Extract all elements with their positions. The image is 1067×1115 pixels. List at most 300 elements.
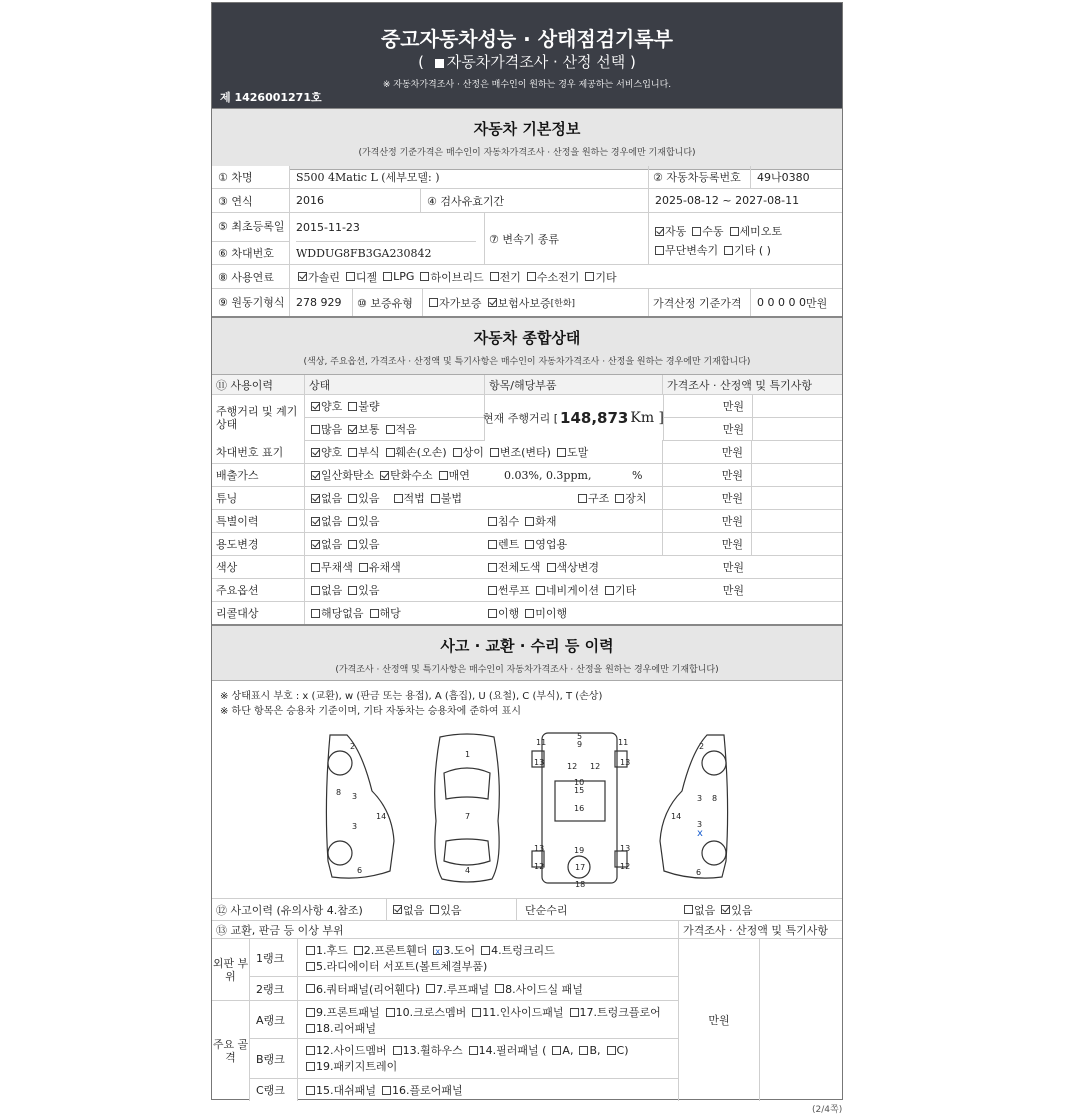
checkbox-tuning-illegal[interactable] <box>431 494 440 503</box>
checkbox-manual[interactable] <box>692 227 701 236</box>
part-front-panel: 9.프론트패널 <box>316 1006 380 1019</box>
basic-info-section-header <box>212 108 842 170</box>
opt-purpose-none: 없음 <box>321 538 343 551</box>
row-rankC <box>250 1079 678 1101</box>
dnum-6-right: 6 <box>696 868 702 877</box>
parts-price-unit: 만원 <box>678 939 760 1101</box>
opt-mileage-good: 양호 <box>321 400 343 413</box>
checkbox-acc-none[interactable] <box>393 905 402 914</box>
checkbox-floor-panel[interactable] <box>382 1086 391 1095</box>
dnum-2-right: 2 <box>699 742 705 751</box>
opt-diesel: 디젤 <box>355 270 378 284</box>
part-radiator-support: 5.라디에이터 서포트(볼트체결부품) <box>316 960 488 973</box>
checkbox-quarter[interactable] <box>306 984 315 993</box>
opt-tuning-illegal: 불법 <box>440 492 463 505</box>
dnum-10: 10 <box>574 778 585 787</box>
wheel-rear-left <box>328 841 352 865</box>
checkbox-insurer-warranty[interactable] <box>488 298 497 307</box>
checkbox-trans-other[interactable] <box>724 246 733 255</box>
checkbox-side-member[interactable] <box>306 1046 315 1055</box>
inspection-record-sheet <box>211 2 843 1100</box>
opt-lpg: LPG <box>393 270 415 283</box>
year-value: 2016 <box>296 194 324 207</box>
checkbox-repair-none[interactable] <box>684 905 693 914</box>
row-engine <box>212 289 842 317</box>
checkbox-pillar-c[interactable] <box>607 1046 616 1055</box>
checkbox-fuel-other[interactable] <box>585 272 594 281</box>
rankA-line1 <box>300 1005 661 1021</box>
checkbox-auto[interactable] <box>655 227 664 236</box>
opt-mileage-few: 적음 <box>395 423 417 436</box>
checkbox-mileage-many[interactable] <box>311 425 320 434</box>
opt-commercial: 영업용 <box>535 538 568 551</box>
dnum-14-left: 14 <box>376 812 387 821</box>
parts-price-label: 가격조사 · 산정액 및 특기사항 <box>678 921 842 938</box>
current-mileage <box>482 395 665 441</box>
pillar-a: A, <box>562 1044 574 1057</box>
checkbox-price-service[interactable] <box>435 59 444 68</box>
h-item: 항목/해당부품 <box>484 375 662 394</box>
dnum-12-fl: 12 <box>567 762 578 771</box>
dnum-13-fl: 13 <box>534 758 545 767</box>
purpose-opts <box>304 533 484 555</box>
standard-note: ※ 하단 항목은 승용차 기준이며, 기타 자동차는 승용차에 준하여 표시 <box>220 706 521 717</box>
checkbox-hydrogen[interactable] <box>527 272 536 281</box>
h-state: 상태 <box>304 375 484 394</box>
vin-mark-opts <box>304 441 662 463</box>
checkbox-vin-damage[interactable] <box>386 448 395 457</box>
part-side-sill: 8.사이드실 패널 <box>505 982 583 996</box>
opt-chromatic: 유채색 <box>368 561 401 574</box>
year-label: ③ 연식 <box>212 189 290 212</box>
checkbox-chromatic[interactable] <box>359 563 368 572</box>
checkbox-front-panel[interactable] <box>306 1008 315 1017</box>
dnum-8-right: 8 <box>712 794 718 803</box>
first-reg-value: 2015-11-23 <box>296 220 360 234</box>
checkbox-hood[interactable] <box>306 946 315 955</box>
unit-tuning: 만원 <box>662 487 752 509</box>
status-section-header <box>212 317 842 375</box>
door-exchange-mark: x <box>697 828 703 839</box>
status-table-header <box>212 375 842 395</box>
emission-values: 0.03%, 0.3ppm, <box>504 468 592 482</box>
wheel-front-right <box>702 751 726 775</box>
opt-vin-diff: 상이 <box>462 446 484 459</box>
checkbox-mileage-bad[interactable] <box>348 402 357 411</box>
rank1-line2 <box>300 959 555 975</box>
checkbox-semi[interactable] <box>730 227 739 236</box>
emission-label: 배출가스 <box>216 469 259 482</box>
emission-pct: % <box>632 468 643 482</box>
color-label: 색상 <box>216 561 238 574</box>
rankB-label: B랭크 <box>250 1039 298 1078</box>
recall-label: 리콜대상 <box>216 607 259 620</box>
dnum-12-fr: 12 <box>590 762 601 771</box>
checkbox-rear-panel[interactable] <box>306 1024 315 1033</box>
checkbox-purpose-none[interactable] <box>311 540 320 549</box>
wheel-rear-right <box>702 841 726 865</box>
rankA-label: A랭크 <box>250 1001 298 1038</box>
opt-vin-rust: 부식 <box>358 446 380 459</box>
unit-color: 만원 <box>722 561 744 574</box>
service-note: ※ 자동차가격조사 · 산정은 매수인이 원하는 경우 제공하는 서비스입니다. <box>382 80 672 90</box>
row-tuning <box>212 487 842 510</box>
rankB-items <box>300 1043 628 1075</box>
reg-no-value: 49나0380 <box>750 166 842 188</box>
checkbox-special-none[interactable] <box>311 517 320 526</box>
reg-no-label: ② 자동차등록번호 <box>648 166 750 188</box>
acc-label: ⑫ 사고이력 (유의사항 4.참조) <box>216 903 363 917</box>
special-label: 특별이력 <box>216 515 259 528</box>
opt-mileage-many: 많음 <box>321 423 343 436</box>
row-rank2 <box>250 977 678 1001</box>
dnum-5: 5 <box>577 732 583 741</box>
vin-value: WDDUG8FB3GA230842 <box>296 241 476 264</box>
checkbox-commercial[interactable] <box>525 540 534 549</box>
rank1-line1 <box>300 943 555 959</box>
dnum-11-right: 11 <box>618 738 629 747</box>
checkbox-cvt[interactable] <box>655 246 664 255</box>
opt-recall-done: 이행 <box>498 607 520 620</box>
checkbox-front-fender[interactable] <box>354 946 363 955</box>
checkbox-recall-yes[interactable] <box>370 609 379 618</box>
price-label: 가격산정 기준가격 <box>648 289 750 316</box>
checkbox-tuning-yes[interactable] <box>348 494 357 503</box>
checkbox-vin-alter[interactable] <box>490 448 499 457</box>
dnum-18: 18 <box>575 880 586 889</box>
opt-sunroof: 썬루프 <box>498 584 530 597</box>
part-floor-panel: 16.플로어패널 <box>392 1084 463 1097</box>
unit-mileage-2: 만원 <box>663 418 753 440</box>
checkbox-self-warranty[interactable] <box>429 298 438 307</box>
wheel-front-left <box>328 751 352 775</box>
dnum-3-right: 3 <box>697 794 703 803</box>
opt-mileage-bad: 불량 <box>358 400 380 413</box>
checkbox-option-yes[interactable] <box>348 586 357 595</box>
repair-label: 단순수리 <box>516 899 678 920</box>
trans-options <box>648 213 842 265</box>
checkbox-vin-paint[interactable] <box>557 448 566 457</box>
dnum-13-fr: 13 <box>620 758 631 767</box>
checkbox-recall-done[interactable] <box>488 609 497 618</box>
opt-fire: 화재 <box>535 515 557 528</box>
opt-hydrogen: 수소전기 <box>536 270 580 284</box>
opt-special-yes: 있음 <box>358 515 380 528</box>
car-left-side <box>326 735 394 878</box>
special-opts <box>304 510 484 532</box>
checkbox-package-tray[interactable] <box>306 1062 315 1071</box>
option-opts <box>304 579 484 601</box>
opt-recall-not-done: 미이행 <box>535 607 568 620</box>
opt-semi: 세미오토 <box>739 225 783 238</box>
color-opts-2 <box>482 556 662 578</box>
checkbox-vin-rust[interactable] <box>348 448 357 457</box>
car-right-side <box>660 735 728 878</box>
fuel-options <box>292 265 832 288</box>
dnum-13-rr: 13 <box>620 844 631 853</box>
row-rankA <box>250 1001 678 1039</box>
acc-opts <box>386 899 516 920</box>
price-value <box>750 289 842 316</box>
unit-vin-mark: 만원 <box>662 441 752 463</box>
opt-vin-damage: 훼손(오손) <box>395 446 447 459</box>
opt-auto: 자동 <box>665 225 687 238</box>
opt-vin-alter: 변조(변타) <box>499 446 551 459</box>
opt-option-other: 기타 <box>615 584 637 597</box>
dnum-3-left-a: 3 <box>352 792 358 801</box>
checkbox-tuning-structure[interactable] <box>578 494 587 503</box>
checkbox-lpg[interactable] <box>383 272 392 281</box>
accident-title: 사고 · 교환 · 수리 등 이력 <box>440 637 614 655</box>
accident-section-header <box>212 625 842 681</box>
opt-full-paint: 전체도색 <box>498 561 541 574</box>
opt-trans-other: 기타 ( ) <box>734 244 771 257</box>
part-roof: 7.루프패널 <box>436 982 490 996</box>
opt-vin-good: 양호 <box>321 446 343 459</box>
windshield <box>444 768 490 799</box>
checkbox-co[interactable] <box>311 471 320 480</box>
trans-label: ⑦ 변속기 종류 <box>484 213 648 265</box>
opt-rent: 렌트 <box>498 538 520 551</box>
rank1-items <box>300 943 555 975</box>
checkbox-side-sill[interactable] <box>495 984 504 993</box>
car-name-value: S500 4Matic L (세부모델: ) <box>296 171 440 184</box>
rank1-label: 1랭크 <box>250 939 298 976</box>
dnum-1: 1 <box>465 750 471 759</box>
checkbox-repair-yes[interactable] <box>721 905 730 914</box>
dnum-8-left: 8 <box>336 788 342 797</box>
recall-opts <box>304 602 484 624</box>
warranty-label: ⑩ 보증유형 <box>352 289 422 316</box>
checkbox-tuning-device[interactable] <box>615 494 624 503</box>
checkbox-tuning-legal[interactable] <box>394 494 403 503</box>
checkbox-mileage-good[interactable] <box>311 402 320 411</box>
checkbox-flood[interactable] <box>488 517 497 526</box>
row-emission <box>212 464 842 487</box>
row-rankB <box>250 1039 678 1079</box>
row-car-name <box>212 166 842 189</box>
unit-mileage-1: 만원 <box>663 395 753 417</box>
h-use: ⑪ 사용이력 <box>216 378 274 392</box>
opt-repair-yes: 있음 <box>731 903 753 917</box>
checkbox-trunk-floor[interactable] <box>570 1008 579 1017</box>
dnum-16: 16 <box>574 804 585 813</box>
dnum-13-rl: 13 <box>534 844 545 853</box>
checkbox-diesel[interactable] <box>346 272 355 281</box>
trans-options-line1 <box>649 223 842 239</box>
checkbox-mileage-normal[interactable] <box>348 425 357 434</box>
engine-label: ⑨ 원동기형식 <box>212 289 290 316</box>
opt-tuning-none: 없음 <box>321 492 343 505</box>
part-inside-panel: 11.인사이드패널 <box>482 1006 564 1019</box>
opt-tuning-device: 장치 <box>625 492 647 505</box>
rear-window <box>444 839 490 865</box>
opt-purpose-yes: 있음 <box>358 538 380 551</box>
opt-mileage-normal: 보통 <box>358 423 380 436</box>
fuel-label: ⑧ 사용연료 <box>212 265 290 288</box>
checkbox-hc[interactable] <box>380 471 389 480</box>
row-vin-mark <box>212 441 842 464</box>
opt-fuel-other: 기타 <box>595 270 617 284</box>
warranty-note: [한화] <box>550 299 576 309</box>
status-title: 자동차 종합상태 <box>473 329 581 347</box>
dnum-9: 9 <box>577 740 583 749</box>
checkbox-special-yes[interactable] <box>348 517 357 526</box>
rank2-items <box>300 977 583 1000</box>
checkbox-recall-not-done[interactable] <box>525 609 534 618</box>
legend-note: ※ 상태표시 부호 : x (교환), w (판금 또는 용접), A (흠집), U (요철), C (부식), T (손상) <box>220 691 603 702</box>
pillar-c: C <box>616 1044 625 1057</box>
pillar-b: B, <box>589 1044 601 1057</box>
rank2-label: 2랭크 <box>250 977 298 1000</box>
opt-tuning-legal: 적법 <box>403 492 425 505</box>
opt-electric: 전기 <box>499 270 521 284</box>
checkbox-trunk-lid[interactable] <box>481 946 490 955</box>
checkbox-rent[interactable] <box>488 540 497 549</box>
inspect-value: 2025-08-12 ~ 2027-08-11 <box>648 189 842 212</box>
warranty-options <box>422 289 648 316</box>
checkbox-smoke[interactable] <box>439 471 448 480</box>
dnum-12-rr: 12 <box>620 862 631 871</box>
basic-info-title: 자동차 기본정보 <box>473 120 581 138</box>
checkbox-roof[interactable] <box>426 984 435 993</box>
purpose-label: 용도변경 <box>216 538 259 551</box>
car-name-label: ① 차명 <box>212 166 290 188</box>
opt-co: 일산화탄소 <box>321 469 375 482</box>
checkbox-pillar[interactable] <box>469 1046 478 1055</box>
part-trunk-lid: 4.트렁크리드 <box>491 944 555 957</box>
checkbox-pillar-a[interactable] <box>552 1046 561 1055</box>
checkbox-acc-yes[interactable] <box>430 905 439 914</box>
unit-purpose: 만원 <box>662 533 752 555</box>
dnum-6-left: 6 <box>357 866 363 875</box>
checkbox-radiator[interactable] <box>306 962 315 971</box>
opt-option-yes: 있음 <box>358 584 380 597</box>
inspect-label: ④ 검사유효기간 <box>420 189 648 212</box>
vin-label: ⑥ 차대번호 <box>212 241 290 264</box>
checkbox-tuning-none[interactable] <box>311 494 320 503</box>
dnum-14-right: 14 <box>671 812 682 821</box>
mileage-label: 주행거리 및 계기상태 <box>216 405 298 431</box>
option-label: 주요옵션 <box>216 584 259 597</box>
price-service-option: ( 자동차가격조사 · 산정 선택 ) <box>418 53 636 71</box>
outer-label: 외판 부위 <box>212 939 250 1001</box>
checkbox-full-paint[interactable] <box>488 563 497 572</box>
checkbox-wheel-house[interactable] <box>393 1046 402 1055</box>
vin-mark-label: 차대번호 표기 <box>216 446 284 459</box>
dnum-3-right-b: 3 <box>697 820 703 829</box>
checkbox-achromatic[interactable] <box>311 563 320 572</box>
price-unit: 만원 <box>805 296 828 310</box>
checkbox-vin-diff[interactable] <box>453 448 462 457</box>
checkbox-mileage-few[interactable] <box>386 425 395 434</box>
row-parts-header <box>212 921 842 939</box>
checkbox-electric[interactable] <box>490 272 499 281</box>
mileage-opts-1 <box>305 395 380 417</box>
opt-color-change: 색상변경 <box>556 561 600 574</box>
checkbox-inside-panel[interactable] <box>472 1008 481 1017</box>
part-wheel-house: 13.휠하우스 <box>402 1044 463 1057</box>
part-door: 3.도어 <box>443 944 476 957</box>
tuning-opts-2 <box>572 487 662 509</box>
opt-tuning-structure: 구조 <box>588 492 610 505</box>
checkbox-pillar-b[interactable] <box>579 1046 588 1055</box>
rankB-line2 <box>300 1059 628 1075</box>
price-service-label: 자동차가격조사 · 산정 선택 <box>446 53 626 71</box>
trans-options-line2 <box>649 242 842 258</box>
opt-recall-none: 해당없음 <box>321 607 364 620</box>
checkbox-cross-member[interactable] <box>386 1008 395 1017</box>
dnum-4: 4 <box>465 866 471 875</box>
opt-navigation: 네비게이션 <box>545 584 600 597</box>
mileage-text: 현재 주행거리 [ <box>482 412 559 425</box>
part-side-member: 12.사이드멤버 <box>316 1044 387 1057</box>
opt-option-none: 없음 <box>321 584 343 597</box>
opt-self-warranty: 자가보증 <box>439 296 482 310</box>
price-digits: 0 0 0 0 0 <box>757 296 806 309</box>
basic-info-subtitle: (가격산정 기준가격은 매수인이 자동차가격조사 · 산정을 원하는 경우에만 기재합니다) <box>358 148 696 158</box>
part-front-fender: 2.프론트휀더 <box>363 944 428 957</box>
color-opts <box>304 556 484 578</box>
checkbox-sunroof[interactable] <box>488 586 497 595</box>
row-color <box>212 556 842 579</box>
dnum-11-left: 11 <box>536 738 547 747</box>
opt-hybrid: 하이브리드 <box>430 270 484 284</box>
special-opts-2 <box>482 510 662 532</box>
opt-smoke: 매연 <box>448 469 470 482</box>
checkbox-recall-none[interactable] <box>311 609 320 618</box>
part-quarter: 6.쿼터패널(리어휀다) <box>316 982 421 996</box>
rankC-label: C랭크 <box>250 1079 298 1101</box>
opt-acc-none: 없음 <box>403 903 425 917</box>
document-header <box>212 3 842 108</box>
opt-tuning-yes: 있음 <box>358 492 380 505</box>
dnum-15: 15 <box>574 786 585 795</box>
opt-manual: 수동 <box>702 225 724 238</box>
unit-special: 만원 <box>662 510 752 532</box>
checkbox-door[interactable] <box>433 946 442 955</box>
checkbox-color-change[interactable] <box>547 563 556 572</box>
part-hood: 1.후드 <box>316 944 348 957</box>
checkbox-gasoline[interactable] <box>298 272 307 281</box>
opt-special-none: 없음 <box>321 515 343 528</box>
recall-opts-2 <box>482 602 662 624</box>
engine-value: 278 929 <box>296 296 342 309</box>
accident-subtitle: (가격조사 · 산정액 및 특기사항은 매수인이 자동차가격조사 · 산정을 원하는 경우에만 기재합니다) <box>335 665 719 675</box>
mileage-opts-2 <box>305 418 417 440</box>
checkbox-option-other[interactable] <box>605 586 614 595</box>
checkbox-vin-good[interactable] <box>311 448 320 457</box>
opt-acc-yes: 있음 <box>440 903 462 917</box>
opt-cvt: 무단변속기 <box>665 244 719 257</box>
dnum-3-left-b: 3 <box>352 822 358 831</box>
document-number: 제 1426001271호 <box>220 91 322 104</box>
row-option <box>212 579 842 602</box>
parts-label: ⑬ 교환, 판금 등 이상 부위 <box>216 923 344 937</box>
checkbox-purpose-yes[interactable] <box>348 540 357 549</box>
checkbox-navigation[interactable] <box>536 586 545 595</box>
part-rear-panel: 18.리어패널 <box>316 1022 376 1035</box>
row-fuel <box>212 265 842 289</box>
row-purpose <box>212 533 842 556</box>
dnum-19: 19 <box>574 846 585 855</box>
frame-label: 주요 골격 <box>212 1001 250 1101</box>
checkbox-dash-panel[interactable] <box>306 1086 315 1095</box>
checkbox-option-none[interactable] <box>311 586 320 595</box>
checkbox-fire[interactable] <box>525 517 534 526</box>
checkbox-hybrid[interactable] <box>420 272 429 281</box>
opt-repair-none: 없음 <box>694 903 716 917</box>
